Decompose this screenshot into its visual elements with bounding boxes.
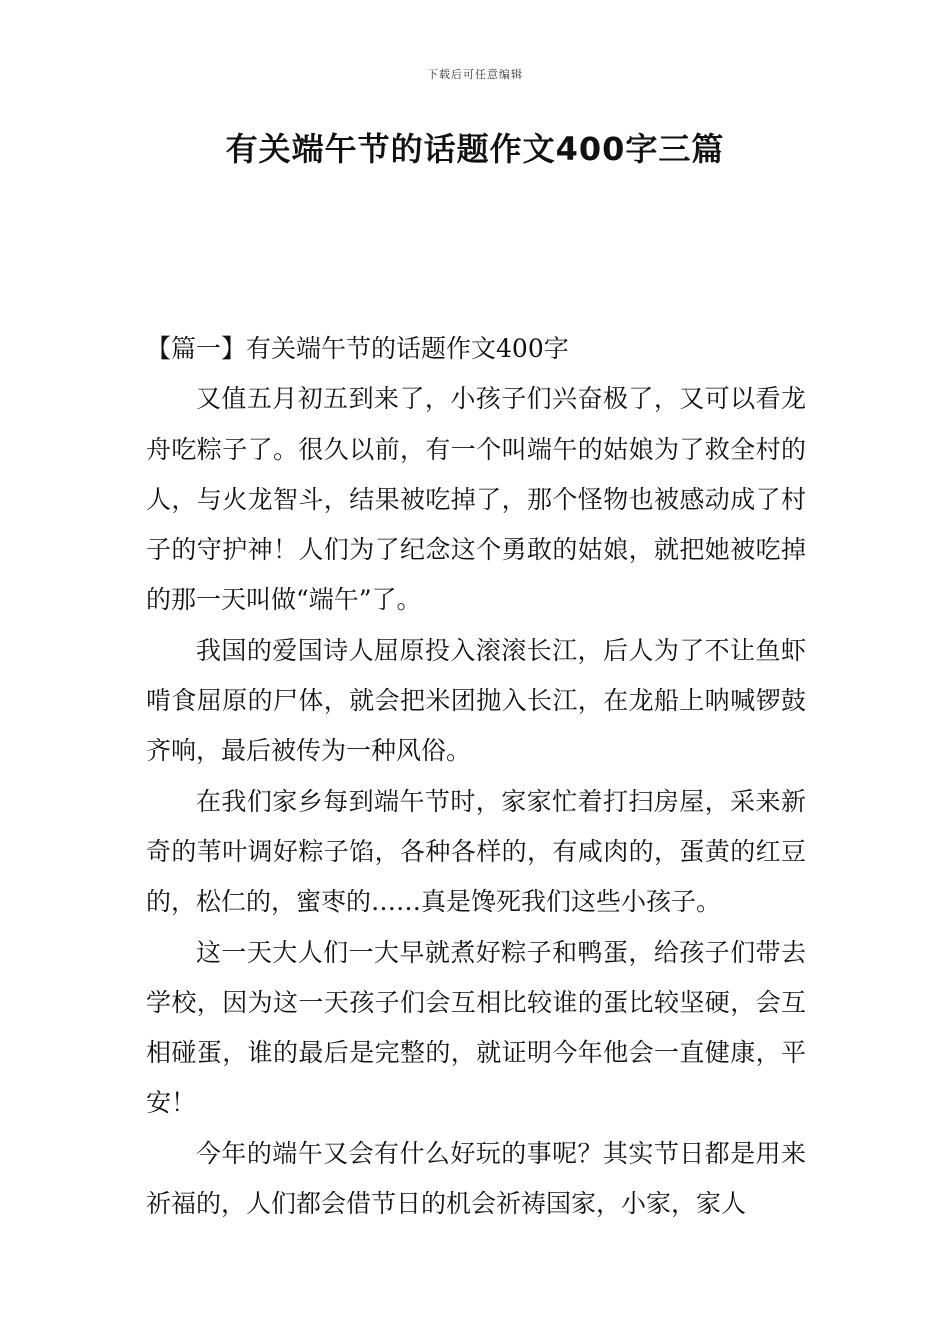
- document-title: 有关端午节的话题作文400字三篇: [225, 130, 725, 168]
- section-heading: 【篇一】有关端午节的话题作文400字: [146, 334, 569, 363]
- header-note: 下载后可任意编辑: [427, 68, 523, 81]
- paragraph-2: 我国的爱国诗人屈原投入滚滚长江，后人为了不让鱼虾啃食屈原的尸体，就会把米团抛入长江，在龙船上呐喊锣鼓齐响，最后被传为一种风俗。: [146, 635, 806, 766]
- paragraph-4: 这一天大人们一大早就煮好粽子和鸭蛋，给孩子们带去学校，因为这一天孩子们会互相比较谁的蛋比较坚硬，会互相碰蛋，谁的最后是完整的，就证明今年他会一直健康，平安！: [146, 937, 806, 1118]
- paragraph-1: 又值五月初五到来了，小孩子们兴奋极了，又可以看龙舟吃粽子了。很久以前，有一个叫端午的姑娘为了救全村的人，与火龙智斗，结果被吃掉了，那个怪物也被感动成了村子的守护神！人们为了纪念这个勇敢的姑娘，就把她被吃掉的那一天叫做“端午”了。: [146, 384, 806, 615]
- paragraph-3: 在我们家乡每到端午节时，家家忙着打扫房屋，采来新奇的苇叶调好粽子馅，各种各样的，有咸肉的，蛋黄的红豆的，松仁的，蜜枣的……真是馋死我们这些小孩子。: [146, 786, 806, 917]
- paragraph-5: 今年的端午又会有什么好玩的事呢？其实节日都是用来祈福的，人们都会借节日的机会祈祷国家，小家，家人: [146, 1138, 806, 1219]
- document-body: [146, 324, 806, 1229]
